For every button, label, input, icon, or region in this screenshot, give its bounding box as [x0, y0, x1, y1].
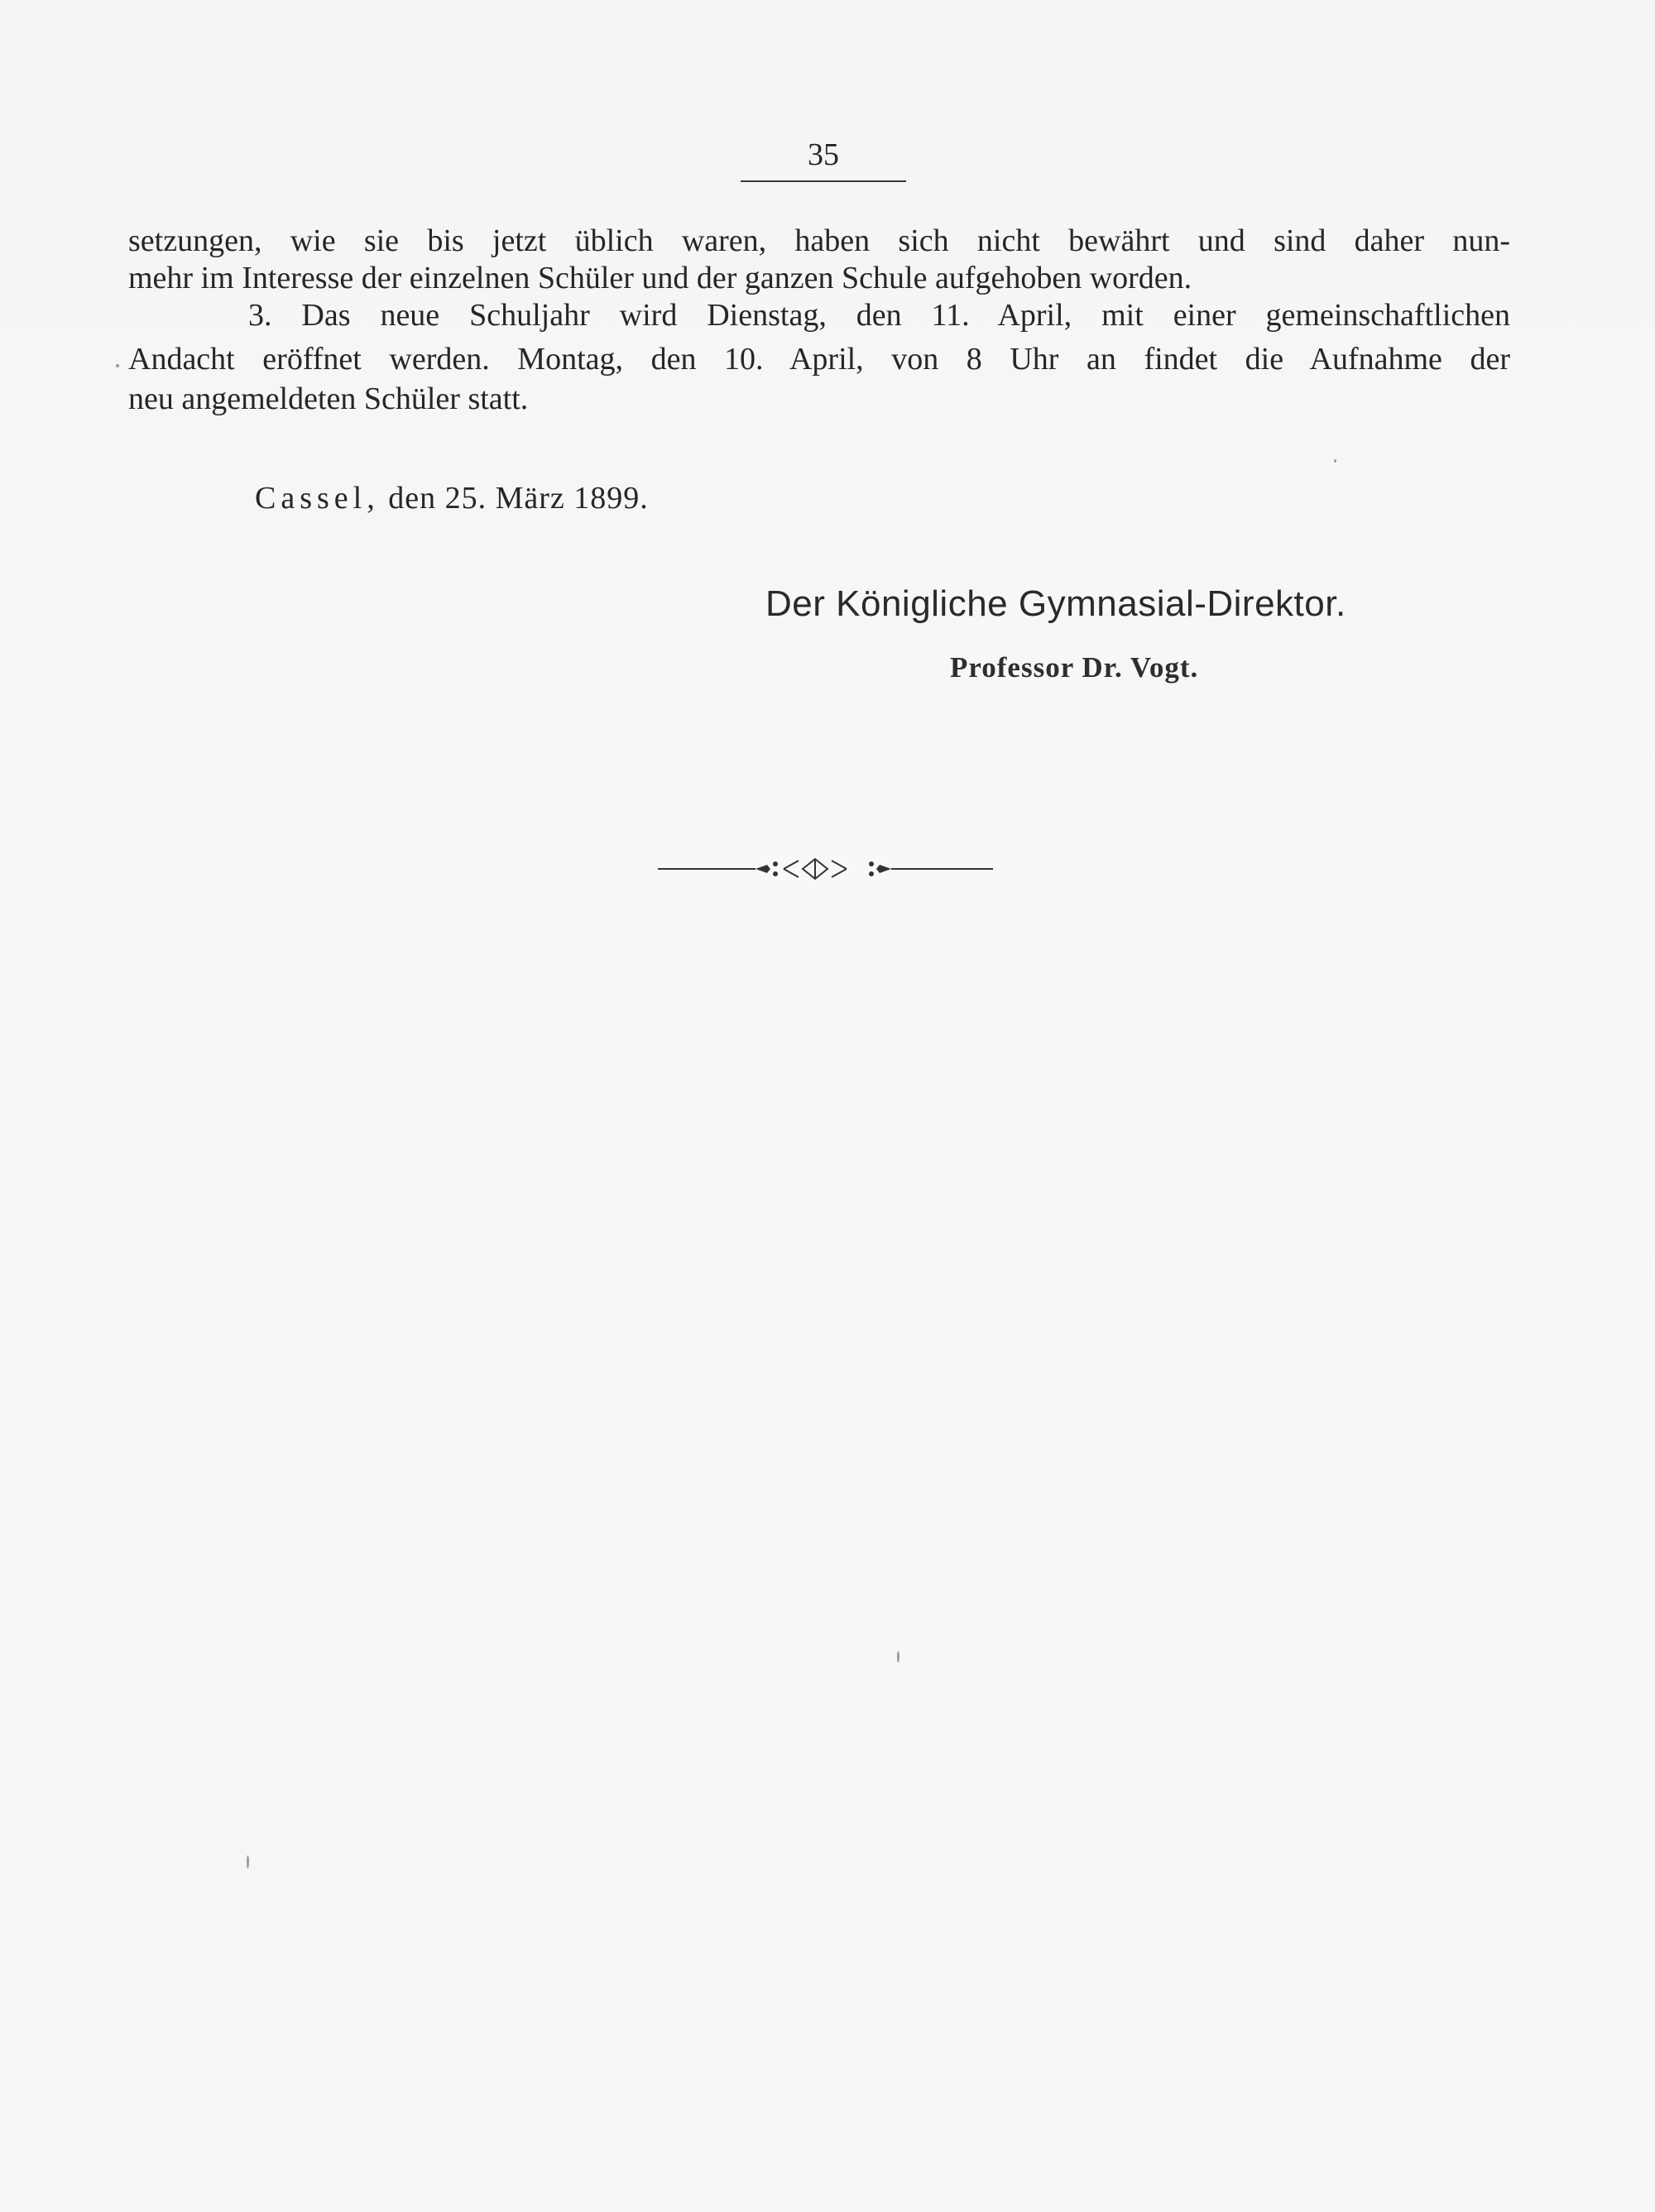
- ornament-dot: [773, 871, 778, 876]
- page-number: 35: [808, 137, 839, 172]
- text-line-1: setzungen, wie sie bis jetzt üblich waren, haben sich nicht bewährt und sind daher nun-: [128, 223, 1510, 258]
- director-name: Professor Dr. Vogt.: [950, 651, 1199, 684]
- dateline-place: Cassel,: [255, 481, 380, 516]
- text-line-4: Andacht eröffnet werden. Montag, den 10. April, von 8 Uhr an findet die Aufnahme der: [128, 342, 1510, 377]
- dateline: [255, 480, 649, 516]
- dateline-date: den 25. März 1899.: [388, 481, 649, 516]
- ornament-left-arrow: [756, 865, 770, 873]
- paper-speck: [116, 364, 119, 367]
- text-line-3: 3. Das neue Schuljahr wird Dienstag, den 11. April, mit einer gemeinschaftlichen: [248, 298, 1510, 333]
- text-line-5: neu angemeldeten Schüler statt.: [128, 381, 529, 416]
- ornament-left-chevron: [784, 861, 799, 877]
- ornament-dot: [773, 861, 778, 866]
- paper-speck: [247, 1855, 249, 1869]
- ornament-right-arrow: [876, 865, 891, 873]
- paper-speck: [1334, 459, 1336, 463]
- page-number-rule: [741, 180, 906, 182]
- ornament-dot: [869, 861, 874, 866]
- paper-speck: [897, 1651, 899, 1663]
- director-title: Der Königliche Gymnasial-Direktor.: [765, 583, 1346, 624]
- text-line-2: mehr im Interesse der einzelnen Schüler und der ganzen Schule aufgehoben worden.: [128, 261, 1192, 295]
- ornament-divider: [658, 852, 993, 885]
- ornament-dot: [869, 871, 874, 876]
- ornament-right-chevron: [832, 861, 847, 877]
